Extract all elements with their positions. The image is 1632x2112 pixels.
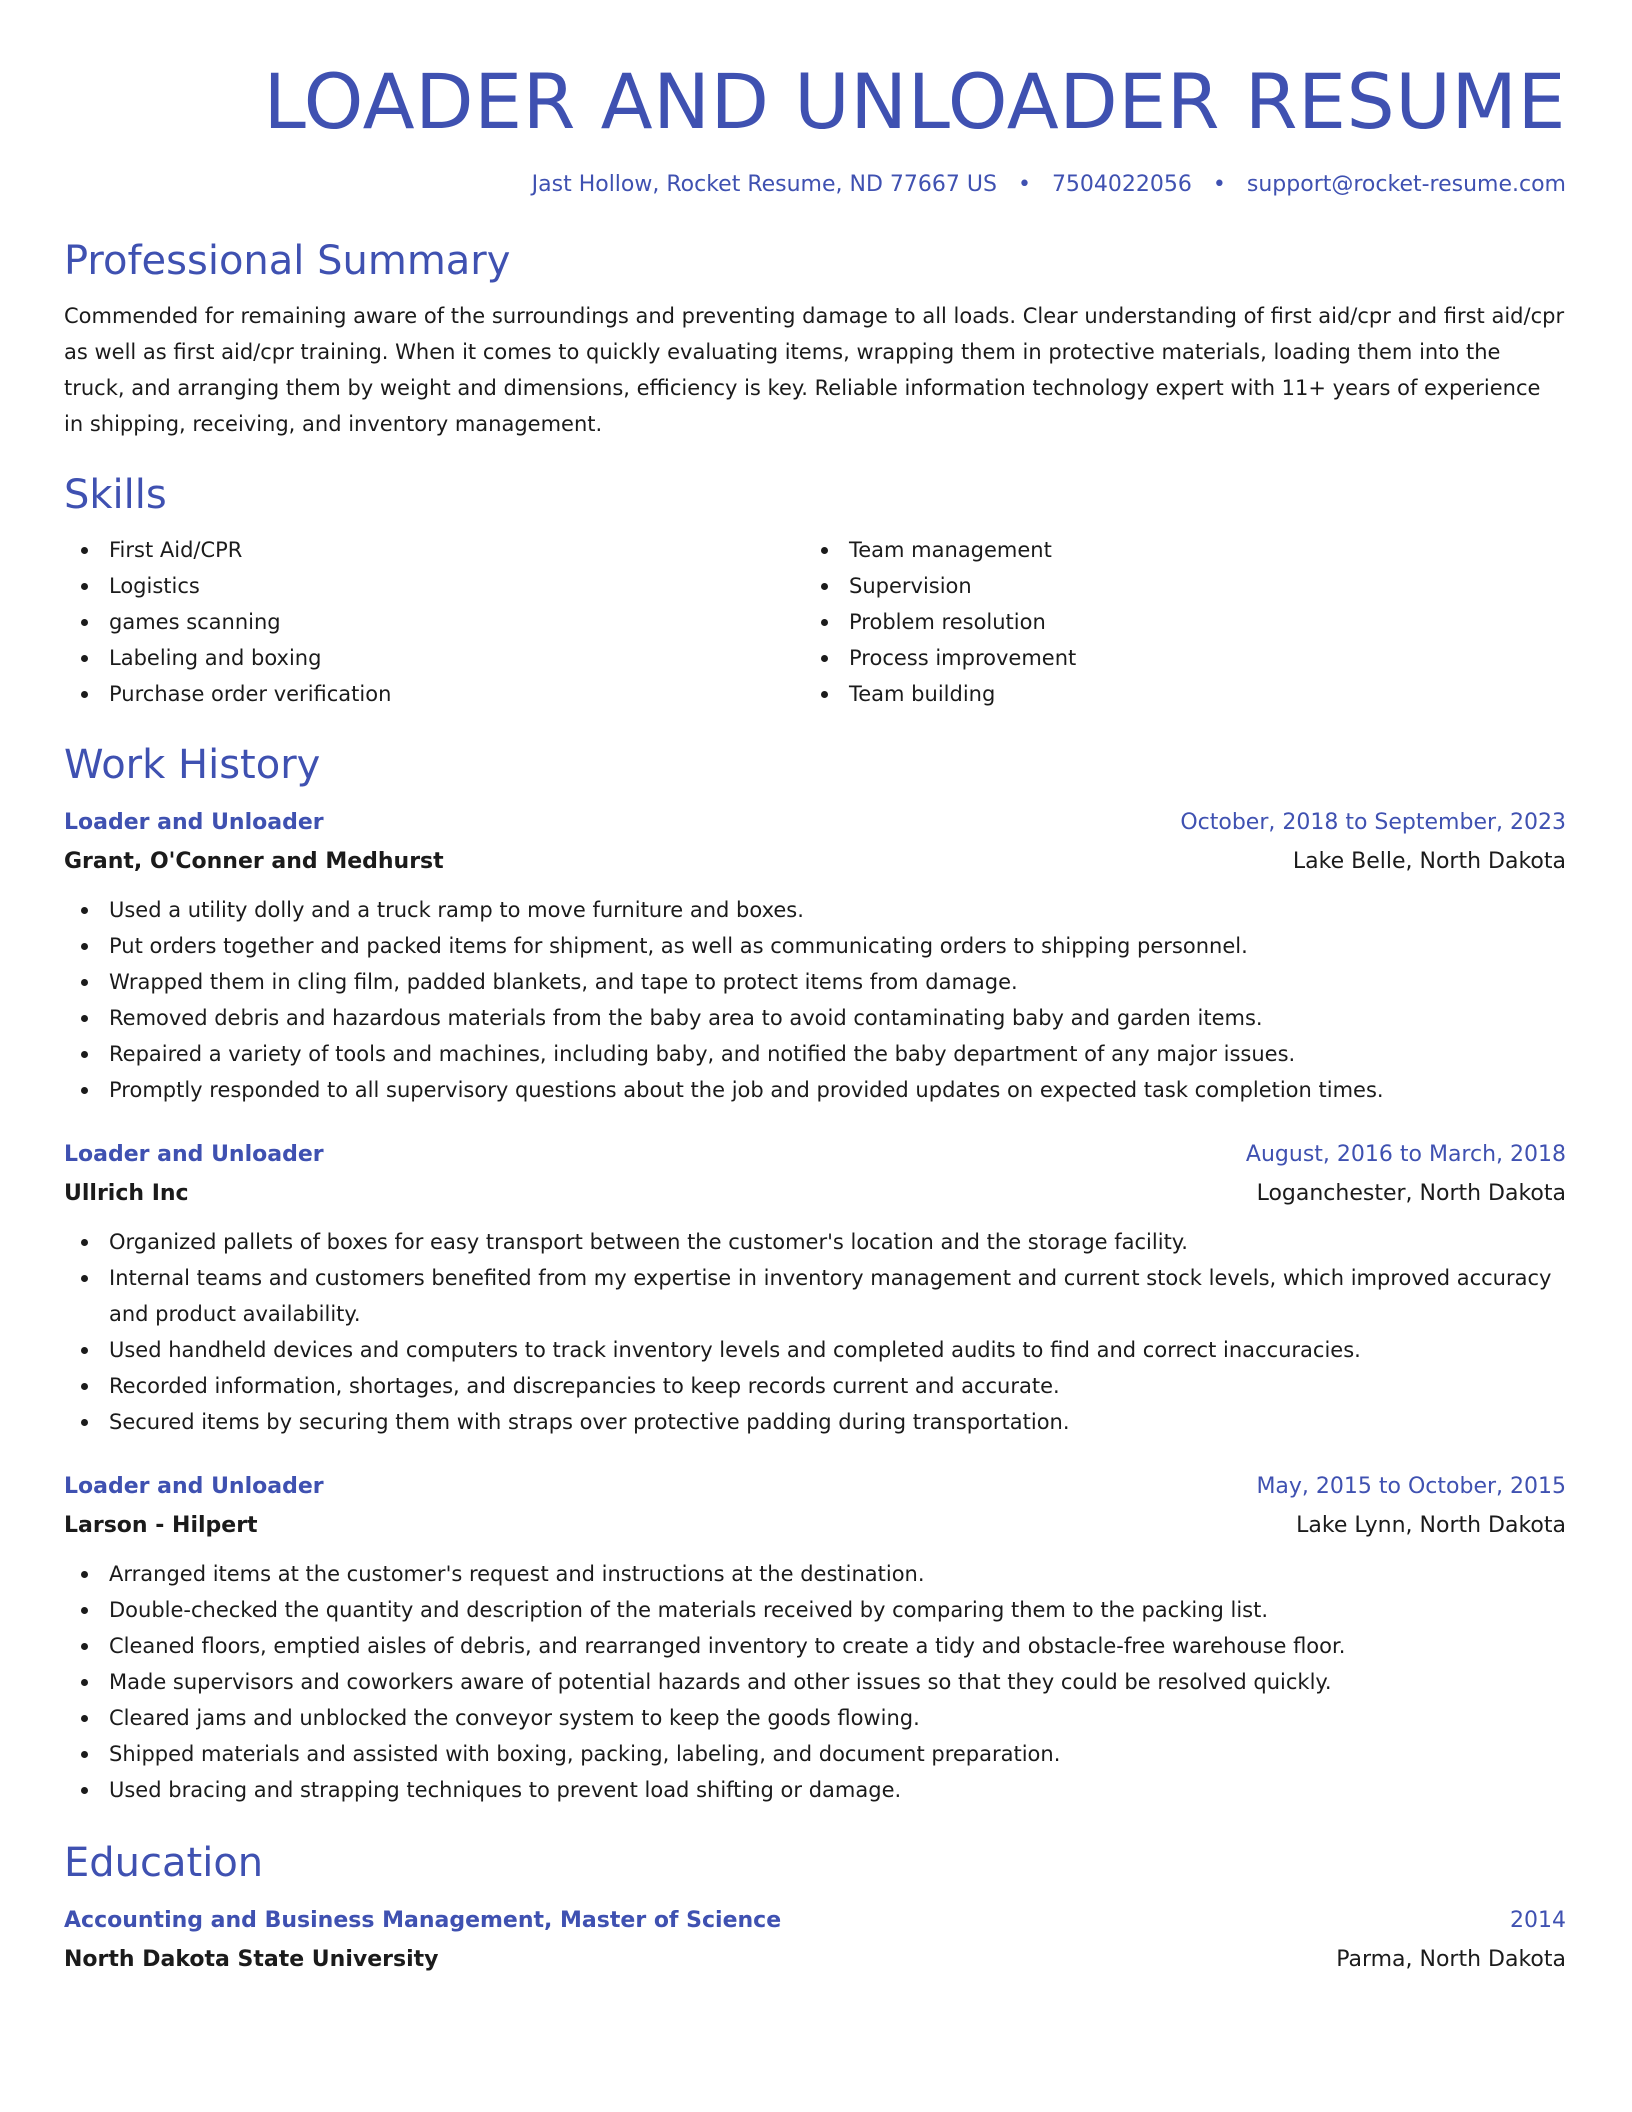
job-company: Ullrich Inc xyxy=(64,1181,189,1206)
section-title-skills: Skills xyxy=(64,472,167,518)
job-dates: October, 2018 to September, 2023 xyxy=(1180,810,1566,835)
resume-page xyxy=(64,0,1566,1980)
skill-item: Purchase order verification xyxy=(64,676,804,712)
section-title-summary: Professional Summary xyxy=(64,238,511,284)
job-bullet: Put orders together and packed items for shipment, as well as communicating orders to shipping personnel. xyxy=(64,928,1566,964)
job-bullet: Double-checked the quantity and description of the materials received by comparing them to the packing list. xyxy=(64,1592,1566,1628)
job-bullets xyxy=(64,892,1566,1108)
skills-column-left xyxy=(64,532,804,712)
job-bullet: Organized pallets of boxes for easy transport between the customer's location and the storage facility. xyxy=(64,1224,1566,1260)
skill-item: Team management xyxy=(804,532,1544,568)
job-bullet: Internal teams and customers benefited from my expertise in inventory management and current stock levels, which improved accuracy and product availability. xyxy=(64,1260,1566,1332)
job-company: Grant, O'Conner and Medhurst xyxy=(64,849,444,874)
job-location: Loganchester, North Dakota xyxy=(1256,1181,1566,1206)
separator: • xyxy=(1017,172,1031,197)
job-bullet: Used handheld devices and computers to track inventory levels and completed audits to find and correct inaccuracies. xyxy=(64,1332,1566,1368)
job-bullet: Used bracing and strapping techniques to prevent load shifting or damage. xyxy=(64,1772,1566,1808)
job-bullet: Shipped materials and assisted with boxing, packing, labeling, and document preparation. xyxy=(64,1736,1566,1772)
job-bullet: Recorded information, shortages, and discrepancies to keep records current and accurate. xyxy=(64,1368,1566,1404)
education-degree: Accounting and Business Management, Master of Science xyxy=(64,1908,782,1933)
job-dates: August, 2016 to March, 2018 xyxy=(1245,1142,1566,1167)
job-role: Loader and Unloader xyxy=(64,810,324,835)
skill-item: Supervision xyxy=(804,568,1544,604)
job-bullet: Secured items by securing them with straps over protective padding during transportation. xyxy=(64,1404,1566,1440)
address: Jast Hollow, Rocket Resume, ND 77667 US xyxy=(531,172,997,197)
job-entry xyxy=(64,1136,1566,1440)
job-bullet: Repaired a variety of tools and machines, including baby, and notified the baby department of any major issues. xyxy=(64,1036,1566,1072)
section-title-work-history: Work History xyxy=(64,742,321,788)
education-year: 2014 xyxy=(1510,1908,1566,1933)
education-location: Parma, North Dakota xyxy=(1336,1947,1566,1972)
job-bullet: Cleared jams and unblocked the conveyor system to keep the goods flowing. xyxy=(64,1700,1566,1736)
job-location: Lake Belle, North Dakota xyxy=(1292,849,1566,874)
skills-list xyxy=(64,532,1566,712)
job-bullet: Arranged items at the customer's request and instructions at the destination. xyxy=(64,1556,1566,1592)
skill-item: Team building xyxy=(804,676,1544,712)
separator: • xyxy=(1212,172,1226,197)
resume-title: LOADER AND UNLOADER RESUME xyxy=(263,57,1566,146)
job-bullet: Wrapped them in cling film, padded blankets, and tape to protect items from damage. xyxy=(64,964,1566,1000)
contact-line xyxy=(64,170,1566,200)
email: support@rocket-resume.com xyxy=(1246,172,1566,197)
job-bullet: Cleaned floors, emptied aisles of debris, and rearranged inventory to create a tidy and obstacle-free warehouse floor. xyxy=(64,1628,1566,1664)
job-bullets xyxy=(64,1556,1566,1808)
job-role: Loader and Unloader xyxy=(64,1474,324,1499)
job-location: Lake Lynn, North Dakota xyxy=(1296,1513,1566,1538)
job-company: Larson - Hilpert xyxy=(64,1513,258,1538)
summary-text: Commended for remaining aware of the surroundings and preventing damage to all loads. Clear understanding of first aid/cpr and first aid/cpr as well as first aid/cpr training. When it comes to quickly evaluating items, wrapping them in protective materials, loading them into the truck, and arranging them by weight and dimensions, efficiency is key. Reliable information technology expert with 11+ years of experience in shipping, receiving, and inventory management. xyxy=(64,304,1565,436)
job-role: Loader and Unloader xyxy=(64,1142,324,1167)
job-dates: May, 2015 to October, 2015 xyxy=(1256,1474,1566,1499)
skill-item: games scanning xyxy=(64,604,804,640)
skill-item: Logistics xyxy=(64,568,804,604)
skill-item: Process improvement xyxy=(804,640,1544,676)
skill-item: Problem resolution xyxy=(804,604,1544,640)
education-entry xyxy=(64,1902,1566,1980)
phone: 7504022056 xyxy=(1051,172,1192,197)
job-bullet: Removed debris and hazardous materials from the baby area to avoid contaminating baby and garden items. xyxy=(64,1000,1566,1036)
job-bullet: Promptly responded to all supervisory questions about the job and provided updates on expected task completion times. xyxy=(64,1072,1566,1108)
skills-column-right xyxy=(804,532,1544,712)
skill-item: First Aid/CPR xyxy=(64,532,804,568)
education-school: North Dakota State University xyxy=(64,1947,439,1972)
section-title-education: Education xyxy=(64,1840,264,1886)
skill-item: Labeling and boxing xyxy=(64,640,804,676)
job-entry xyxy=(64,1468,1566,1808)
job-bullet: Used a utility dolly and a truck ramp to move furniture and boxes. xyxy=(64,892,1566,928)
job-entry xyxy=(64,804,1566,1108)
job-bullet: Made supervisors and coworkers aware of potential hazards and other issues so that they could be resolved quickly. xyxy=(64,1664,1566,1700)
job-bullets xyxy=(64,1224,1566,1440)
